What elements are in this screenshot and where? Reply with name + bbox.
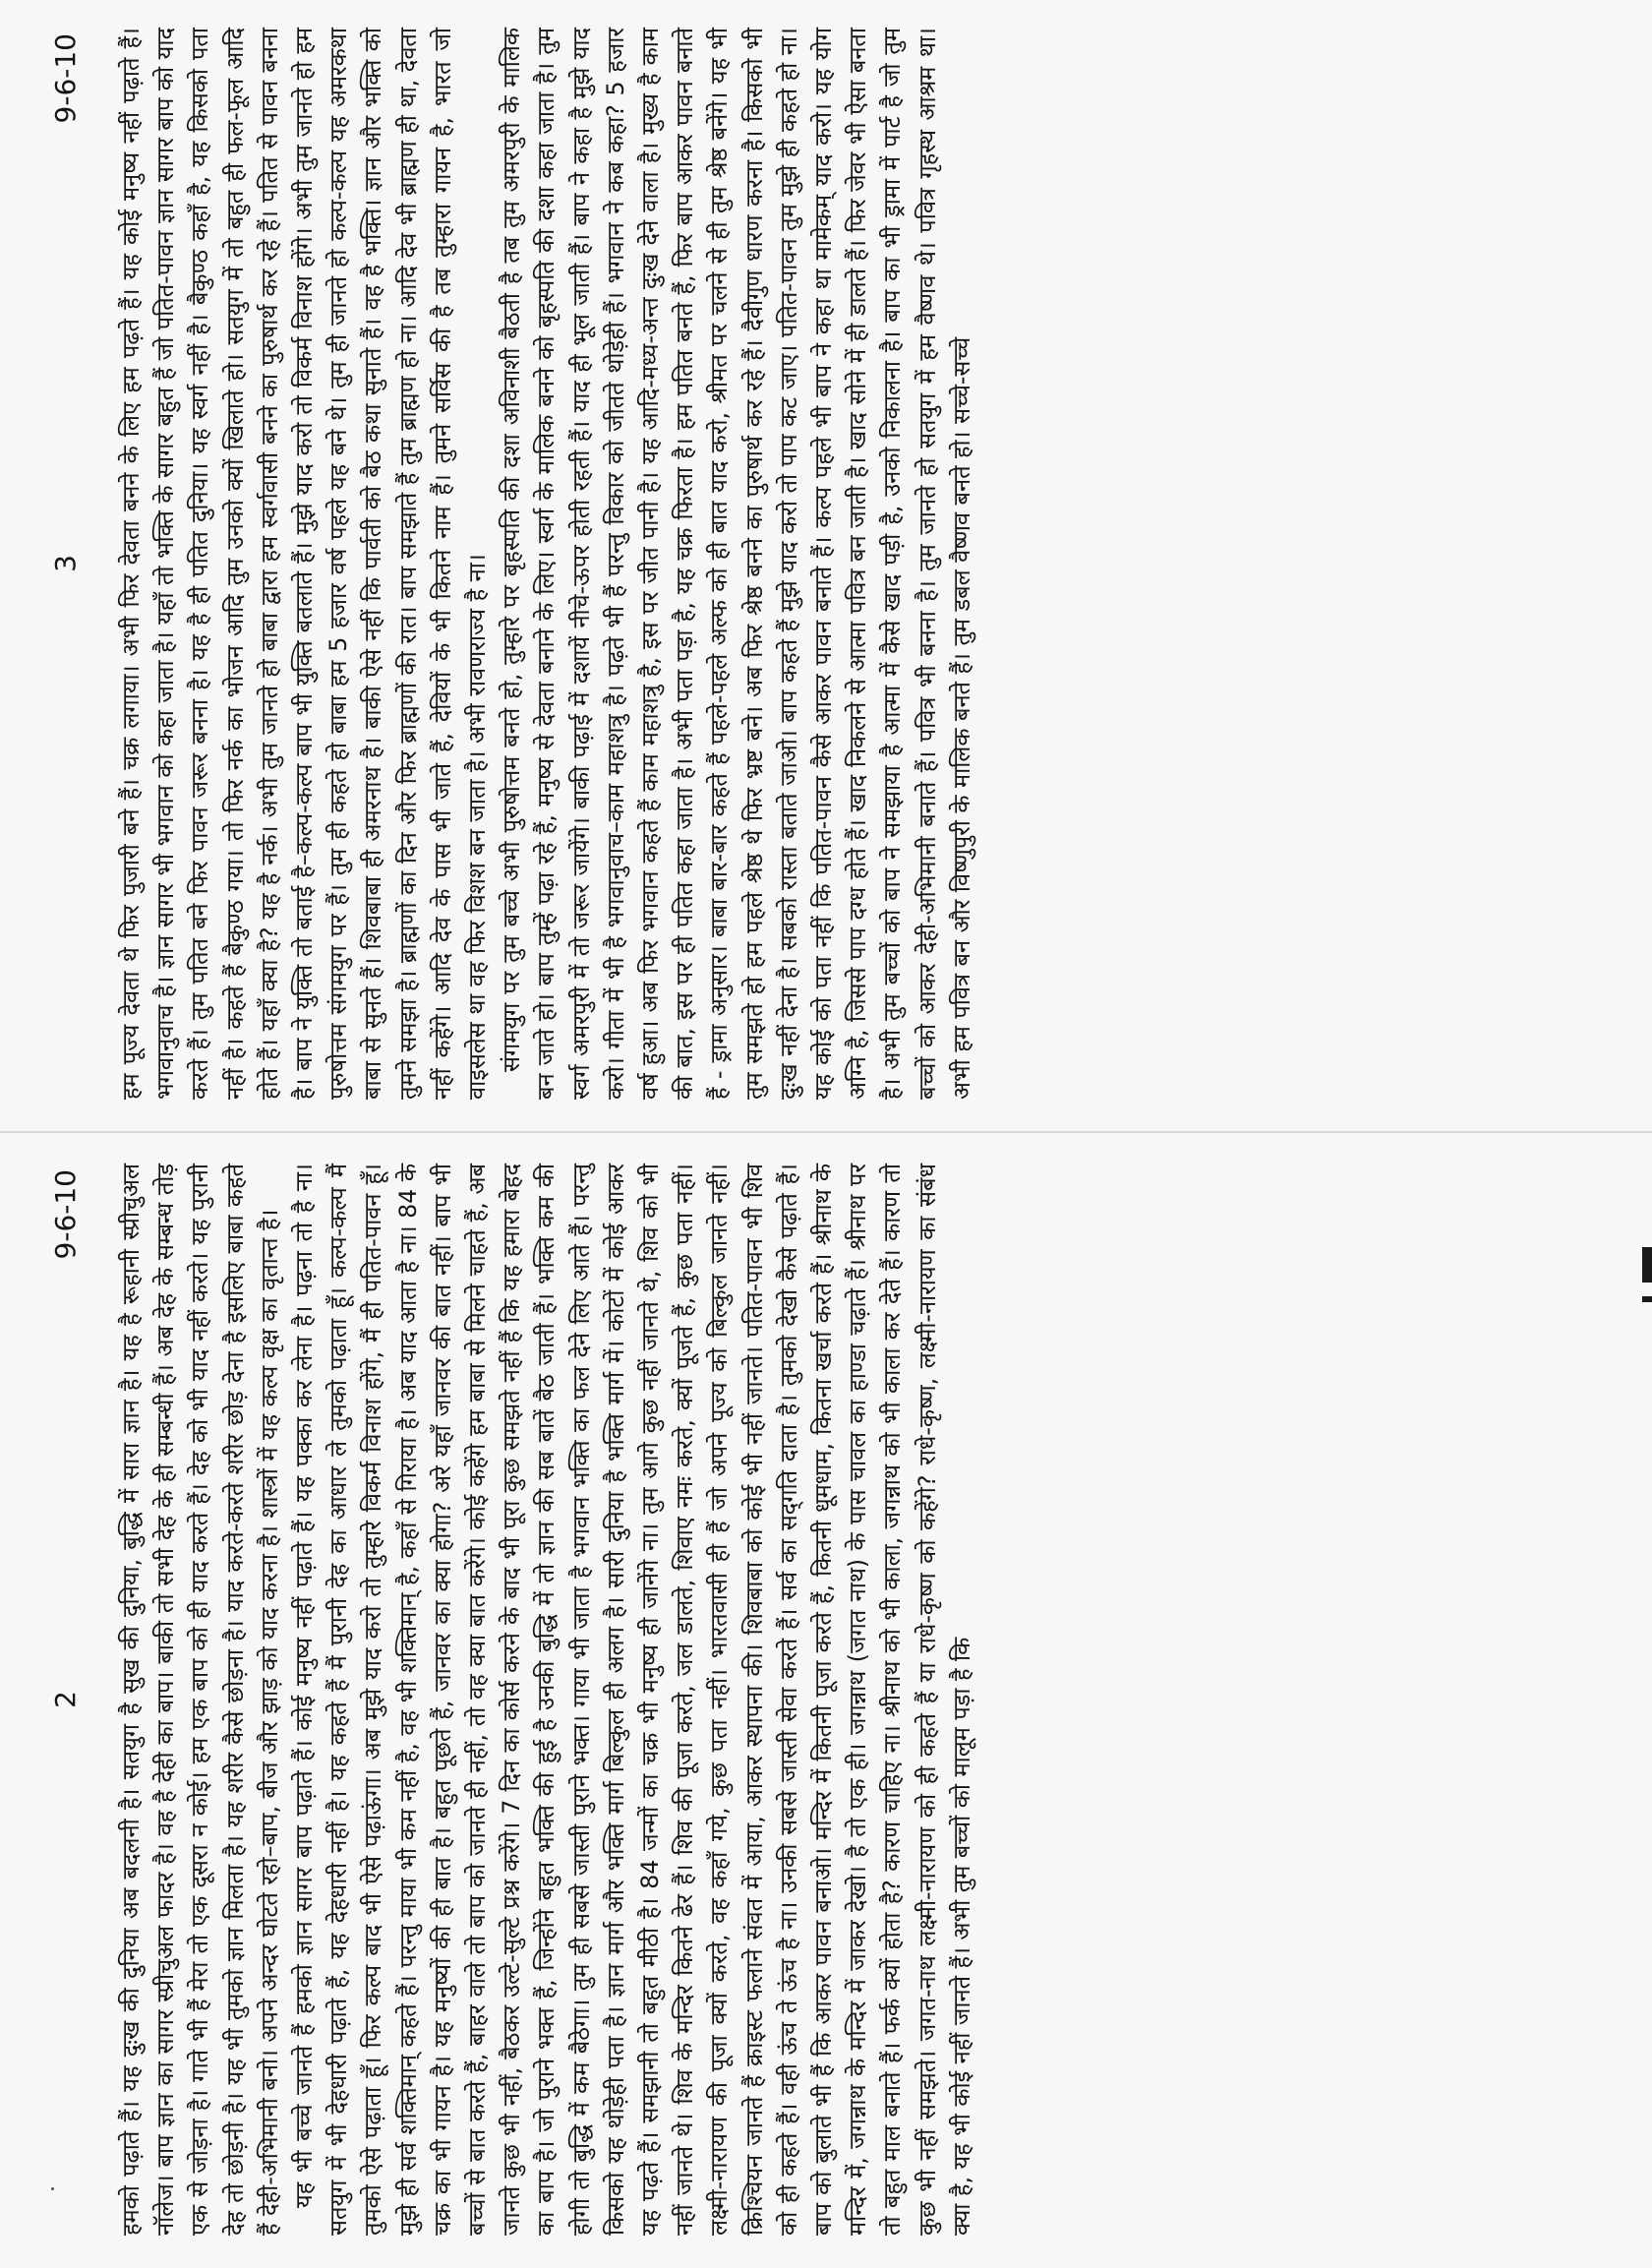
page-three-content	[49, 28, 1603, 1100]
page-two	[0, 1136, 1652, 2262]
page-number: 3	[49, 555, 82, 572]
scan-edge-mark	[1642, 1296, 1652, 1302]
page-header	[49, 28, 88, 1100]
paragraph: संगमयुग पर तुम बच्चे अभी पुरुषोत्तम बनते हो, तुम्हारे पर बृहस्पति की दशा अविनाशी बैठती है तब तुम अमरपुरी के मालिक बन जाते हो। बाप तुम्हें पढ़ा रहे हैं, मनुष्य से देवता बनाने के लिए। स्वर्ग के मालिक बनने को बृहस्पति की दशा कहा जाता है। तुम स्वर्ग अमरपुरी में तो जरूर जायेंगे। बाकी पढ़ाई में दशायें नीचे-ऊपर होती रहती हैं। याद ही भूल जाती हैं। बाप ने कहा है मुझे याद करो। गीता में भी है भगवानुवाच–काम महाशत्रु है। पढ़ते भी हैं परन्तु विकार को जीतते थोड़ेही हैं। भगवान ने कब कहा? 5 हजार वर्ष हुआ। अब फिर भगवान कहते हैं काम महाशत्रु है, इस पर जीत पानी है। यह आदि-मध्य-अन्त दुःख देने वाला है। मुख्य है काम की बात, इस पर ही पतित कहा जाता है। अभी पता पड़ा है, यह चक्र फिरता है। हम पतित बनते हैं, फिर बाप आकर पावन बनाते हैं - ड्रामा अनुसार। बाबा बार-बार कहते हैं पहले-पहले अल्फ को ही बात याद करो, श्रीमत पर चलने से ही तुम श्रेष्ठ बनेंगे। यह भी तुम समझते हो हम पहले श्रेष्ठ थे फिर भ्रष्ट बने। अब फिर श्रेष्ठ बनने का पुरुषार्थ कर रहे हैं। दैवीगुण धारण करना है। किसको भी दुःख नहीं देना है। सबको रास्ता बताते जाओ। बाप कहते हैं मुझे याद करो तो पाप कट जाए। पतित-पावन तुम मुझे ही कहते हो ना। यह कोई को पता नहीं कि पतित-पावन कैसे आकर पावन बनाते हैं। कल्प पहले भी बाप ने कहा था मामेकम् याद करो। यह योग अग्नि है, जिससे पाप दग्ध होते हैं। खाद निकलने से आत्मा पवित्र बन जाती है। खाद सोने में ही डालते हैं। फिर जेवर भी ऐसा बनता है। अभी तुम बच्चों को बाप ने समझाया है आत्मा में कैसे खाद पड़ी है, उनको निकालना है। बाप का भी ड्रामा में पार्ट है जो तुम बच्चों को आकर देही-अभिमानी बनाते हैं। पवित्र भी बनना है। तुम जानते हो सतयुग में हम वैष्णव थे। पवित्र गृहस्थ आश्रम था। अभी हम पवित्र बन और विष्णुपुरी के मालिक बनते हैं। तुम डबल वैष्णव बनते हो। सच्चे-सच्चे	[498, 28, 975, 1100]
scan-speck	[51, 2187, 54, 2190]
paragraph: यह भी बच्चे जानते हैं हमको ज्ञान सागर बाप पढ़ाते हैं। कोई मनुष्य नहीं पढ़ाते हैं। यह पक्का कर लेना है। पढ़ना तो है ना। सतयुग में भी देहधारी पढ़ाते हैं, यह देहधारी नहीं है। यह कहते हैं मैं पुरानी देह का आधार ले तुमको पढ़ाता हूँ। कल्प-कल्प मैं तुमको ऐसे पढ़ाता हूँ। फिर कल्प बाद भी ऐसे पढ़ाऊंगा। अब मुझे याद करो तो तुम्हारे विकर्म विनाश होंगे, मैं ही पतित-पावन हूँ। मुझे ही सर्व शक्तिमान् कहते हैं। परन्तु माया भी कम नहीं है, वह भी शक्तिमान् है, कहाँ से गिराया है। अब याद आता है ना। 84 के चक्र का भी गायन है। यह मनुष्यों की ही बात है। बहुत पूछते हैं, जानवर का क्या होगा? अरे यहाँ जानवर की बात नहीं। बाप भी बच्चों से बात करते हैं, बाहर वाले तो बाप को जानते ही नहीं, तो वह क्या बात करेंगे। कोई कहेंगे हम बाबा से मिलने चाहते हैं, अब जानते कुछ भी नहीं, बैठकर उल्टे-सुल्टे प्रश्न करेंगे। 7 दिन का कोर्स करने के बाद भी पूरा कुछ समझते नहीं हैं कि यह हमारा बेहद का बाप है। जो पुराने भक्त हैं, जिन्होंने बहुत भक्ति की हुई है उनकी बुद्धि में तो ज्ञान की सब बातें बैठ जाती हैं। भक्ति कम की होगी तो बुद्धि में कम बैठेगा। तुम ही सबसे जास्ती पुराने भक्त। गाया भी जाता है भगवान भक्ति का फल देने लिए आते हैं। परन्तु किसको यह थोड़ेही पता है। ज्ञान मार्ग और भक्ति मार्ग बिल्कुल ही अलग है। सारी दुनिया है भक्ति मार्ग में। कोटों में कोई आकर यह पढ़ते हैं। समझानी तो बहुत मीठी है। 84 जन्मों का चक्र भी मनुष्य ही जानेंगे ना। तुम आगे कुछ नहीं जानते थे, शिव को भी नहीं जानते थे। शिव के मन्दिर कितने ढेर हैं। शिव की पूजा करते, जल डालते, शिवाए नमः करते, क्यों पूजते हैं, कुछ पता नहीं। लक्ष्मी-नारायण की पूजा क्यों करते, वह कहाँ गये, कुछ पता नहीं। भारतवासी ही हैं जो अपने पूज्य को बिल्कुल जानते नहीं। क्रिश्चियन जानते हैं क्राइस्ट फलाने संवत में आया, आकर स्थापना की। शिवबाबा को कोई भी नहीं जानते। पतित-पावन भी शिव को ही कहते हैं। वही ऊंच ते ऊंच है ना। उनकी सबसे जास्ती सेवा करते हैं। सर्व का सद्‌गति दाता है। तुमको देखो कैसे पढ़ाते हैं। बाप को बुलाते भी हैं कि आकर पावन बनाओ। मन्दिर में कितनी पूजा करते हैं, कितनी धूमधाम, कितना खर्चा करते हैं। श्रीनाथ के मन्दिर में, जगन्नाथ के मन्दिर में जाकर देखो। है तो एक ही। जगन्नाथ (जगत नाथ) के पास चावल का हाण्डा चढ़ाते हैं। श्रीनाथ पर तो बहुत माल बनाते हैं। फर्क क्यों होता है? कारण चाहिए ना। श्रीनाथ को भी काला, जगन्नाथ को भी काला कर देते हैं। कारण तो कुछ भी नहीं समझते। जगत-नाथ लक्ष्मी-नारायण को ही कहते हैं या राधे-कृष्ण को कहेंगे? राधे-कृष्ण, लक्ष्मी-नारायण का संबंध क्या है, यह भी कोई नहीं जानते हैं। अभी तुम बच्चों को मालूम पड़ा है कि	[290, 1164, 975, 2236]
page-three	[0, 0, 1652, 1126]
page-fold-divider	[0, 1131, 1652, 1133]
paragraph: हम पूज्य देवता थे फिर पुजारी बने हैं। चक्र लगाया। अभी फिर देवता बनने के लिए हम पढ़ते हैं। यह कोई मनुष्य नहीं पढ़ाते हैं। भगवानुवाच है। ज्ञान सागर भी भगवान को कहा जाता है। यहाँ तो भक्ति के सागर बहुत हैं जो पतित-पावन ज्ञान सागर बाप को याद करते हैं। तुम पतित बने फिर पावन जरूर बनना है। यह है ही पतित दुनिया। यह स्वर्ग नहीं है। बैकुण्ठ कहाँ है, यह किसको पता नहीं है। कहते हैं बैकुण्ठ गया। तो फिर नर्क का भोजन आदि तुम उनको क्यों खिलाते हो। सतयुग में तो बहुत ही फल-फूल आदि होते हैं। यहाँ क्या है? यह है नर्क। अभी तुम जानते हो बाबा द्वारा हम स्वर्गवासी बनने का पुरुषार्थ कर रहे हैं। पतित से पावन बनना है। बाप ने युक्ति तो बताई है–कल्प-कल्प बाप भी युक्ति बतलाते हैं। मुझे याद करो तो विकर्म विनाश होंगे। अभी तुम जानते हो हम पुरुषोत्तम संगमयुग पर हैं। तुम ही कहते हो बाबा हम 5 हजार वर्ष पहले यह बने थे। तुम ही जानते हो कल्प-कल्प यह अमरकथा बाबा से सुनते हैं। शिवबाबा ही अमरनाथ है। बाकी ऐसे नहीं कि पार्वती को बैठ कथा सुनाते हैं। वह है भक्ति। ज्ञान और भक्ति को तुमने समझा है। ब्राह्मणों का दिन और फिर ब्राह्मणों की रात। बाप समझाते हैं तुम ब्राह्मण हो ना। आदि देव भी ब्राह्मण ही था, देवता नहीं कहेंगे। आदि देव के पास भी जाते हैं, देवियों के भी कितने नाम हैं। तुमने सर्विस की है तब तुम्हारा गायन है, भारत जो वाइसलेस था वह फिर विशश बन जाता है। अभी रावणराज्य है ना।	[117, 27, 492, 1100]
page-body	[114, 28, 979, 1100]
page-date: 9-6-10	[49, 1169, 82, 1260]
paragraph: हमको पढ़ाते हैं। यह दुःख की दुनिया अब बदलनी है। सतयुग है सुख की दुनिया, बुद्धि में सारा ज्ञान है। यह है रूहानी स्प्रीचुअल नॉलेज। बाप ज्ञान का सागर स्प्रीचुअल फादर है। वह है देही का बाप। बाकी तो सभी देह के ही सम्बन्धी हैं। अब देह के सम्बन्ध तोड़ एक से जोड़ना है। गाते भी हैं मेरा तो एक दूसरा न कोई। हम एक बाप को ही याद करते हैं। देह को भी याद नहीं करते। यह पुरानी देह तो छोड़नी है। यह भी तुमको ज्ञान मिलता है। यह शरीर कैसे छोड़ना है। याद करते-करते शरीर छोड़ देना है इसलिए बाबा कहते हैं देही-अभिमानी बनो। अपने अन्दर घोटते रहो–बाप, बीज और झाड़ को याद करना है। शास्त्रों में यह कल्प वृक्ष का वृतान्त है।	[117, 1164, 283, 2236]
page-body	[114, 1164, 979, 2236]
scan-edge-mark	[1642, 1247, 1652, 1283]
page-date: 9-6-10	[49, 33, 82, 124]
page-header	[49, 1164, 88, 2236]
page-number: 2	[49, 1691, 82, 1708]
page-two-content	[49, 1164, 1603, 2236]
